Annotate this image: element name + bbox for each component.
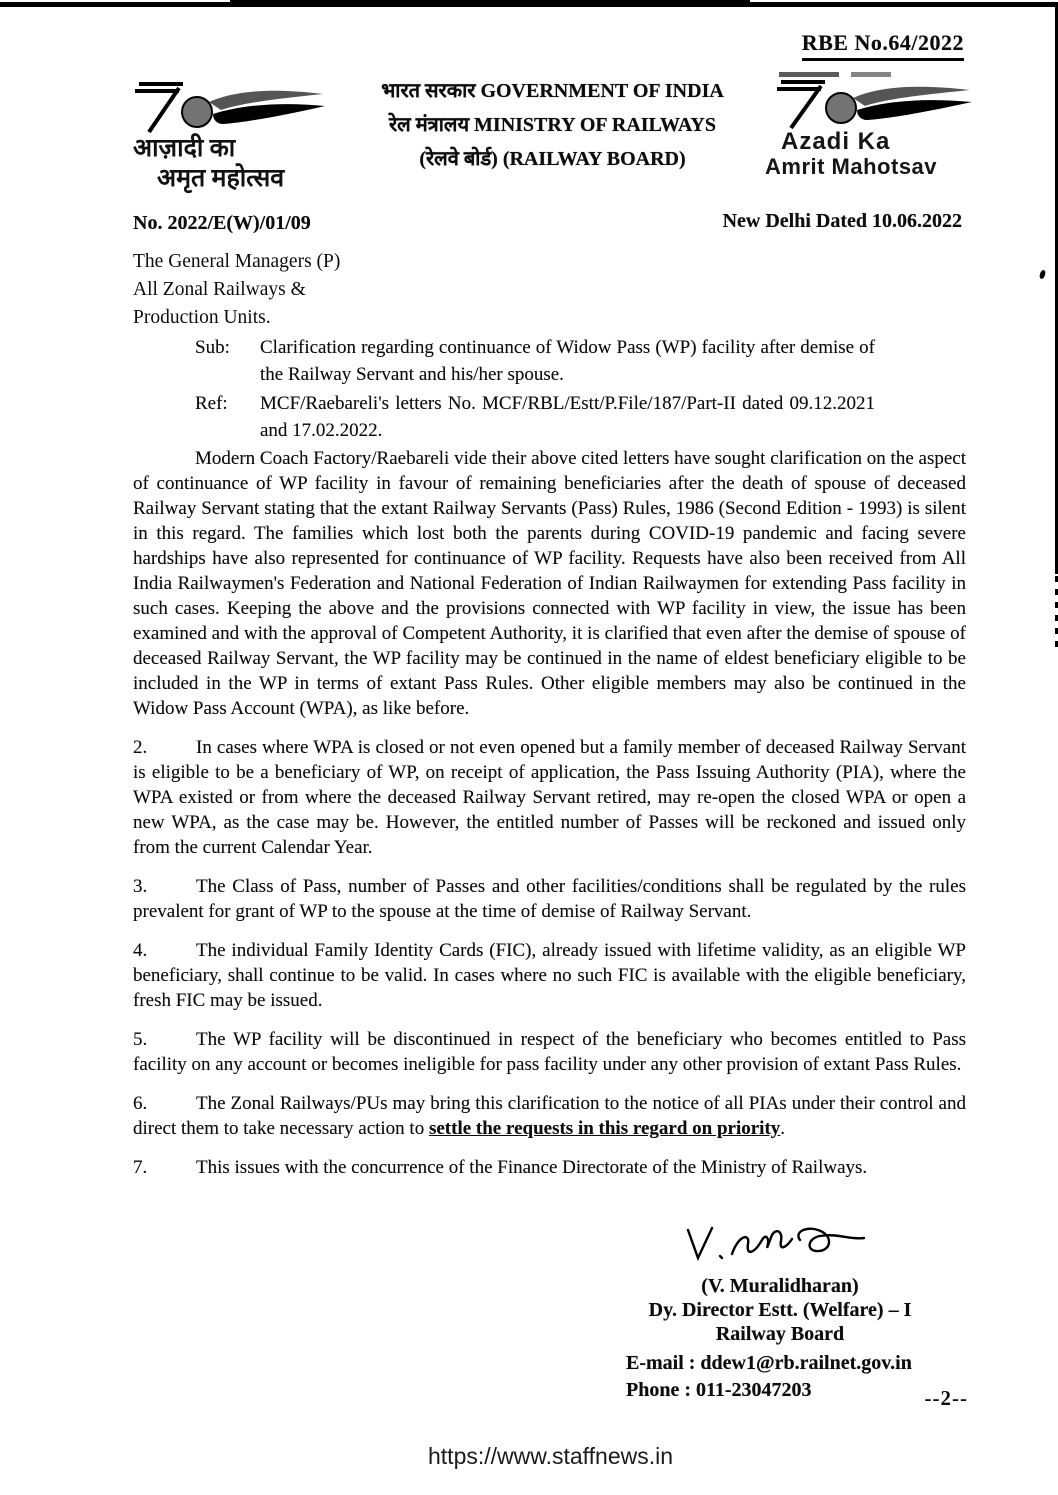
reference-label: Ref: — [195, 393, 228, 414]
para-5 — [133, 1027, 966, 1077]
letter-body — [133, 446, 966, 1194]
heading-ministry-of-railways: रेल मंत्रालय MINISTRY OF RAILWAYS — [388, 114, 717, 136]
signature-block — [612, 1222, 948, 1404]
signatory-organization: Railway Board — [715, 1323, 845, 1345]
heading-govt-of-india: भारत सरकार GOVERNMENT OF INDIA — [381, 80, 724, 102]
para-5-number: 5. — [133, 1029, 148, 1050]
addressee-line2: All Zonal Railways & — [133, 279, 306, 300]
para-2-number: 2. — [133, 737, 148, 758]
rbe-number: RBE No.64/2022 — [802, 30, 964, 61]
para-2-text: In cases where WPA is closed or not even opened but a family member of deceased Railway Servant is eligible to be a beneficiary of WP, on receipt of application, the Pass Issuing Authority (PIA), where the WPA existed or from where the deceased Railway Servant retired, may re-open the closed WPA or open a new WPA, as the case may be. However, the entitled number of Passes will be reckoned and issued only from the current Calendar Year. — [133, 737, 966, 858]
place-and-date: New Delhi Dated 10.06.2022 — [722, 210, 962, 232]
para-1: Modern Coach Factory/Raebareli vide their above cited letters have sought clarification on the aspect of continuance of WP facility in favour of remaining beneficiaries after the death of spouse of deceased Railway Servant stating that the extant Railway Servants (Pass) Rules, 1986 (Second Edition - 1993) is silent in this regard. The families which lost both the parents during COVID-19 pandemic and facing severe hardships have also represented for continuance of WP facility. Requests have also been received from All India Railwaymen's Federation and National Federation of Indian Railwaymen for extending Pass facility in such cases. Keeping the above and the provisions connected with WP facility in view, the issue has been examined and with the approval of Competent Authority, it is clarified that even after the demise of spouse of deceased Railway Servant, the WP facility may be continued in the name of eldest beneficiary eligible to be included in the WP in terms of extant Pass Rules. Other eligible members may also be continued in the Widow Pass Account (WPA), as like before. — [133, 448, 966, 719]
page-number: --2-- — [924, 1386, 968, 1410]
file-number: No. 2022/E(W)/01/09 — [133, 212, 311, 234]
azadi-logo-right-text — [765, 130, 1000, 180]
azadi-english-line1: Azadi Ka — [781, 128, 891, 155]
para-4 — [133, 938, 966, 1013]
government-heading — [340, 74, 765, 176]
para-2 — [133, 735, 966, 860]
para-7 — [133, 1155, 966, 1180]
subject-block — [195, 334, 880, 388]
azadi-75-flag-icon — [125, 76, 330, 134]
scan-edge-top-thick — [230, 0, 750, 3]
addressee-line3: Production Units. — [133, 307, 271, 328]
para-3 — [133, 874, 966, 924]
reference-block — [195, 390, 880, 444]
heading-railway-board: (रेलवे बोर्ड) (RAILWAY BOARD) — [419, 148, 686, 170]
para-7-text: This issues with the concurrence of the Finance Directorate of the Ministry of Railways. — [196, 1157, 868, 1178]
para-5-text: The WP facility will be discontinued in respect of the beneficiary who becomes entitled to Pass facility on any account or becomes ineligible for pass facility under any other provision of extant Pass Rules. — [133, 1029, 966, 1075]
azadi-hindi-line2: अमृत महोत्सव — [157, 165, 285, 192]
para-6-period: . — [780, 1118, 786, 1139]
azadi-english-line2: Amrit Mahotsav — [765, 154, 938, 179]
para-3-text: The Class of Pass, number of Passes and other facilities/conditions shall be regulated by the rules prevalent for grant of WP to the spouse at the time of demise of Railway Servant. — [133, 876, 966, 922]
signatory-email: E-mail : ddew1@rb.railnet.gov.in — [626, 1352, 912, 1374]
signature-scribble-icon — [682, 1222, 867, 1266]
azadi-logo-left — [125, 76, 340, 194]
azadi-logo-left-text — [125, 134, 340, 194]
para-6-number: 6. — [133, 1093, 148, 1114]
para-4-text: The individual Family Identity Cards (FIC), already issued with lifetime validity, as an eligible WP beneficiary, shall continue to be valid. In cases where no such FIC is available with the eligible beneficiary, fresh FIC may be issued. — [133, 940, 966, 1011]
signatory-designation: Dy. Director Estt. (Welfare) – I — [648, 1299, 912, 1321]
reference-text: MCF/Raebareli's letters No. MCF/RBL/Estt/P.File/187/Part-II dated 09.12.2021 and 17.02.2022. — [260, 393, 875, 441]
subject-label: Sub: — [195, 337, 230, 358]
azadi-75-flag-icon — [765, 70, 980, 130]
scan-speck — [1039, 269, 1047, 279]
subject-text: Clarification regarding continuance of Widow Pass (WP) facility after demise of the Railway Servant and his/her spouse. — [260, 337, 875, 385]
para-6 — [133, 1091, 966, 1141]
para-7-number: 7. — [133, 1157, 148, 1178]
footer-url: https://www.staffnews.in — [428, 1443, 674, 1469]
para-4-number: 4. — [133, 940, 148, 961]
addressee-line1: The General Managers (P) — [133, 251, 341, 272]
azadi-hindi-line1: आज़ादी का — [133, 135, 236, 162]
para-3-number: 3. — [133, 876, 148, 897]
addressee-block — [133, 248, 340, 332]
para-6-text: The Zonal Railways/PUs may bring this clarification to the notice of all PIAs under their control and direct them to take necessary action to — [133, 1093, 966, 1139]
signatory-name: (V. Muralidharan) — [701, 1275, 859, 1297]
para-6-emphasis: settle the requests in this regard on priority — [428, 1118, 781, 1139]
azadi-logo-right — [765, 70, 1000, 180]
signatory-phone: Phone : 011-23047203 — [626, 1379, 812, 1401]
